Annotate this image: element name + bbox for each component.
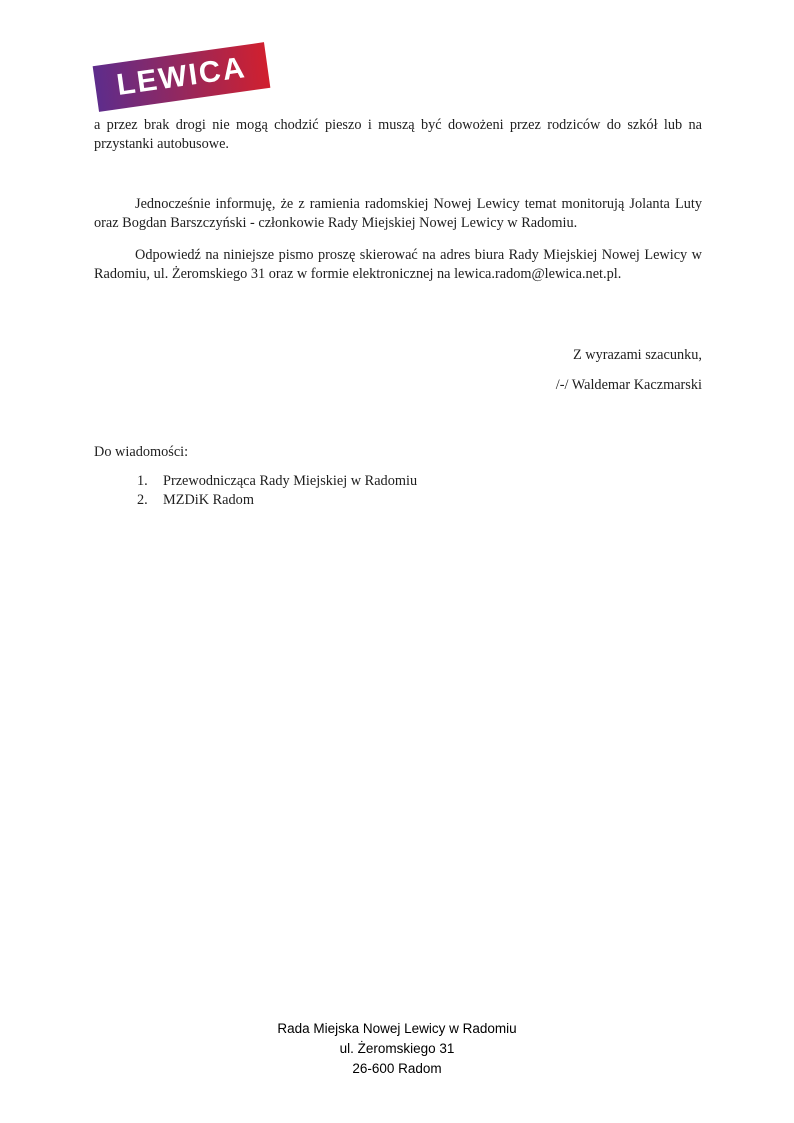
signature-line: /-/ Waldemar Kaczmarski — [555, 377, 702, 393]
cc-heading: Do wiadomości: — [94, 444, 189, 460]
cc-item-number: 2. — [137, 492, 148, 508]
letter-footer — [0, 1019, 794, 1079]
footer-street: ul. Żeromskiego 31 — [339, 1041, 455, 1056]
paragraph-continuation: a przez brak drogi nie mogą chodzić pieszo i muszą być dowożeni przez rodziców do szkół lub na przystanki autobusowe. — [94, 117, 702, 152]
lewica-logo — [93, 42, 271, 112]
lewica-logo-text: LEWICA — [114, 51, 249, 102]
footer-organization: Rada Miejska Nowej Lewicy w Radomiu — [277, 1021, 517, 1036]
closing-line: Z wyrazami szacunku, — [572, 347, 702, 363]
cc-item-text: MZDiK Radom — [163, 492, 254, 508]
cc-item — [137, 491, 702, 510]
paragraph-reply-address: Odpowiedź na niniejsze pismo proszę skierować na adres biura Rady Miejskiej Nowej Lewicy w Radomiu, ul. Żeromskiego 31 oraz w formie elektronicznej na lewica.radom@lewica.net.pl. — [94, 247, 702, 282]
cc-item-text: Przewodnicząca Rady Miejskiej w Radomiu — [163, 473, 418, 489]
footer-city: 26-600 Radom — [352, 1061, 442, 1076]
cc-item — [137, 472, 702, 491]
paragraph-monitoring: Jednocześnie informuję, że z ramienia radomskiej Nowej Lewicy temat monitorują Jolanta Luty oraz Bogdan Barszczyński - członkowie Rady Miejskiej Nowej Lewicy w Radomiu. — [94, 196, 702, 231]
cc-item-number: 1. — [137, 473, 148, 489]
cc-list — [94, 472, 702, 510]
